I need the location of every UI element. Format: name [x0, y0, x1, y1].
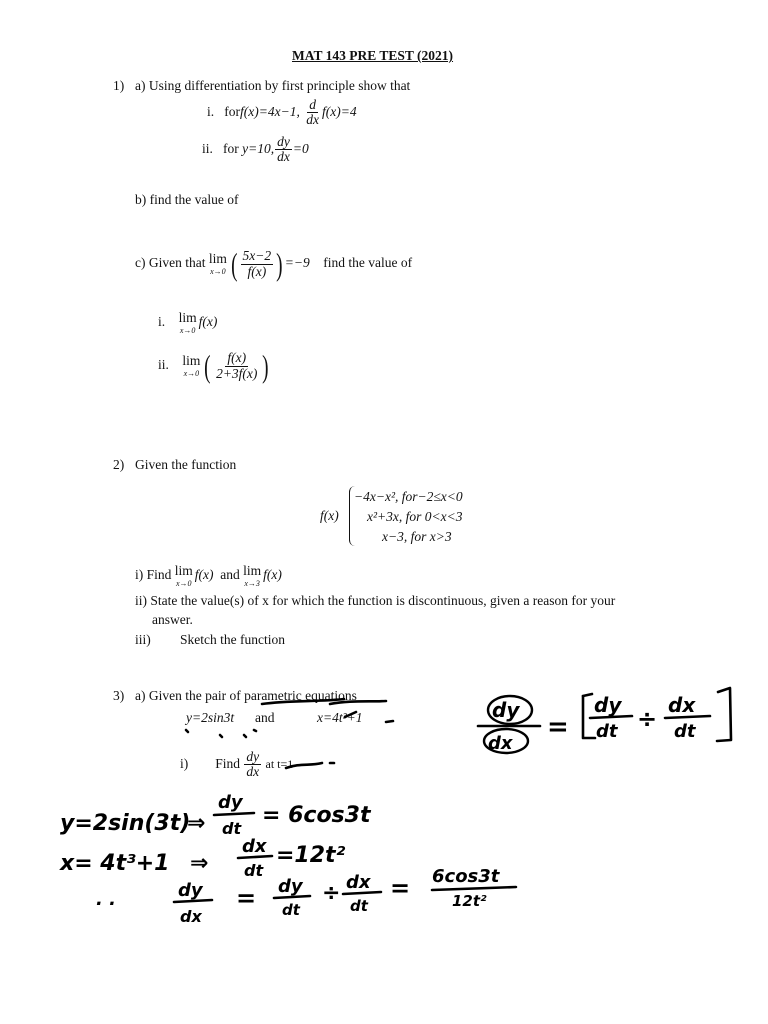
q1-a-i [207, 98, 357, 127]
q1-a-ii-expr: y=10, [242, 140, 275, 156]
hw-line3-eq2: = [390, 874, 411, 902]
page-title: MAT 143 PRE TEST (2021) [292, 48, 454, 63]
ink-dot-2 [186, 730, 188, 732]
hw-line2-lhs: x= 4t³+1 [60, 851, 170, 876]
q1-a-i-frac-den: dx [306, 112, 319, 128]
q2-number: 2) [113, 457, 125, 472]
q1-c-i-limit [179, 311, 197, 335]
ink-frac-bar-r2 [665, 716, 710, 718]
q3-i [180, 750, 293, 779]
q1-c-lim-sub: x→0 [210, 266, 226, 276]
ink-line2-bar [238, 856, 272, 858]
hw-line1-lhs: y=2sin(3t) [60, 811, 191, 836]
ink-line3-bar [174, 900, 212, 902]
ink-line3-bar-res [432, 887, 516, 890]
q3-number: 3) [113, 688, 125, 703]
q1-a-ii-rhs: =0 [292, 140, 309, 156]
q1-c-limit [209, 252, 227, 276]
q2-iii-text: Sketch the function [180, 632, 285, 647]
q3-i-derivative [244, 750, 261, 779]
ink-line1-bar [214, 813, 254, 815]
q1-c [135, 248, 412, 280]
q1-b-text: b) find the value of [135, 192, 239, 207]
q1-a-i-rhs: f(x)=4 [321, 103, 357, 119]
q2-piece-1: −4x−x², for−2≤x<0 [354, 489, 463, 504]
q1-a-i-label: i. [207, 103, 215, 119]
q2-i [135, 564, 282, 588]
q1-c-ii-limit [182, 354, 200, 378]
q3-and: and [255, 710, 275, 725]
q2-i-expr-1: f(x) [194, 566, 214, 582]
hw-line1-rhs: = 6cos3t [262, 803, 371, 828]
q1-c-ii-label: ii. [158, 357, 169, 373]
q2-i-lim2-word: lim [243, 563, 262, 578]
ink-bracket-left [583, 696, 595, 738]
ink-dot-4 [244, 735, 246, 737]
q3-i-frac-den: dx [246, 764, 260, 780]
ink-bracket-right [717, 688, 731, 741]
q2-text: Given the function [135, 457, 237, 472]
q2-i-expr-2: f(x) [263, 566, 282, 582]
ink-bracket-left-top [583, 694, 592, 696]
q1-c-lim-word: lim [208, 251, 227, 267]
hw-line3-b-den: dt [350, 897, 368, 915]
q2-piece-2: x²+3x, for 0<x<3 [367, 509, 463, 524]
ink-line3-bar-b [343, 892, 381, 894]
q1-c-i-lim-sub: x→0 [179, 325, 196, 335]
q2-i-limit-2 [243, 564, 261, 588]
q3-eq-y: y=2sin3t [186, 710, 235, 725]
q2-piece-3: x−3, for x>3 [382, 529, 452, 544]
q3-i-at: at t=1 [265, 756, 294, 771]
hw-line3-num: dy [178, 880, 203, 901]
q1-a-ii-frac-den: dx [277, 149, 290, 165]
q2-i-and: and [220, 566, 240, 582]
hw-formula-r1-num: dy [594, 693, 622, 717]
q2-ii-line-1: ii) State the value(s) of x for which the function is discontinuous, given a reason for your [135, 593, 616, 608]
q3-a-text: a) Given the pair of parametric equations [135, 688, 357, 703]
hw-line3-eq: = [236, 884, 257, 912]
q1-number: 1) [113, 78, 125, 93]
hw-line1-num: dy [218, 792, 243, 813]
hw-line3-div: ÷ [322, 881, 341, 906]
hw-line3-res-num: 6cos3t [432, 866, 500, 887]
q1-a-ii-frac-num: dy [277, 134, 290, 149]
q2-ii-line-2: answer. [152, 612, 193, 627]
ink-circle-dy [488, 696, 532, 724]
q1-a-i-for: for [224, 103, 241, 119]
q1-c-ii-frac-den: 2+3f(x) [216, 365, 258, 381]
q1-c-ii-frac-num: f(x) [227, 350, 247, 366]
q1-a-i-expr: f(x)=4x−1, [240, 103, 300, 119]
hw-line2-den: dt [244, 861, 264, 880]
hw-line1-den: dt [222, 819, 242, 838]
q2-i-label: i) Find [135, 566, 172, 582]
q1-c-i [158, 311, 217, 335]
q1-c-paren: ( $\frac{5x-2}{f(x)}$ ) [231, 246, 283, 282]
q3-i-frac-num: dy [246, 749, 260, 764]
q1-c-i-expr: f(x) [198, 313, 218, 329]
q1-c-ii-lim-word: lim [182, 353, 201, 369]
q1-c-frac-den: f(x) [247, 263, 267, 279]
q1-a-ii [202, 135, 309, 164]
ink-line3-bar-a [274, 896, 310, 898]
q1-a-i-derivative [304, 98, 321, 127]
ink-dash-1 [386, 721, 393, 722]
q1-c-i-label: i. [158, 313, 166, 329]
q2-i-lim1-word: lim [174, 563, 193, 578]
q2-i-lim1-sub: x→0 [175, 578, 192, 588]
q1-a-text: a) Using differentiation by first principle show that [135, 78, 411, 93]
q1-c-tail: find the value of [323, 255, 413, 271]
hw-line1-arrow: ⇒ [187, 811, 206, 836]
ink-circle-dx [484, 729, 528, 753]
hw-formula-left-den: dx [488, 733, 513, 754]
hw-formula-left-num: dy [492, 698, 520, 722]
q1-c-text: c) Given that [135, 255, 206, 271]
hw-line3-dots: . . [96, 889, 116, 910]
q1-c-ii-paren: ( $\frac{f(x)}{2+3f(x)}$ ) [204, 348, 269, 384]
q1-c-ii [158, 350, 271, 382]
q2-i-lim2-sub: x→3 [244, 578, 260, 588]
hw-line3-den: dx [180, 907, 202, 926]
q1-c-i-lim-word: lim [178, 310, 197, 325]
hw-formula-r2-den: dt [674, 721, 696, 742]
ink-dot-3 [220, 735, 222, 737]
q1-a-i-frac-num: d [309, 97, 316, 112]
hw-line2-num: dx [242, 836, 267, 857]
hw-line2-arrow: ⇒ [190, 851, 209, 876]
hw-line3-b-num: dx [346, 872, 371, 893]
q1-a-ii-label: ii. [202, 140, 213, 156]
q1-c-frac-num: 5x−2 [242, 248, 272, 264]
hw-formula-eq: = [547, 712, 569, 742]
hw-formula-r1-den: dt [596, 721, 618, 742]
hw-line2-rhs: =12t² [276, 843, 346, 868]
q3-i-find: Find [215, 755, 241, 771]
q2-function-label: f(x) [320, 508, 339, 523]
q2-i-limit-1 [175, 564, 193, 588]
q3-eq-x: x=4t³+1 [317, 710, 363, 725]
q1-c-rhs: =−9 [284, 255, 310, 271]
ink-dot-5 [254, 730, 256, 731]
hw-line3-a-num: dy [278, 876, 303, 897]
hw-line3-a-den: dt [282, 901, 300, 919]
q1-c-ii-lim-sub: x→0 [183, 368, 200, 378]
q3-i-label: i) [180, 755, 189, 771]
hw-formula-div: ÷ [637, 705, 658, 733]
hw-formula-r2-num: dx [668, 693, 696, 717]
ink-frac-bar-r1 [590, 716, 632, 718]
q2-iii-label: iii) [135, 632, 151, 647]
q1-a-ii-for: for [223, 140, 239, 156]
q1-a-ii-derivative [275, 135, 292, 164]
hw-line3-res-den: 12t² [452, 892, 487, 910]
